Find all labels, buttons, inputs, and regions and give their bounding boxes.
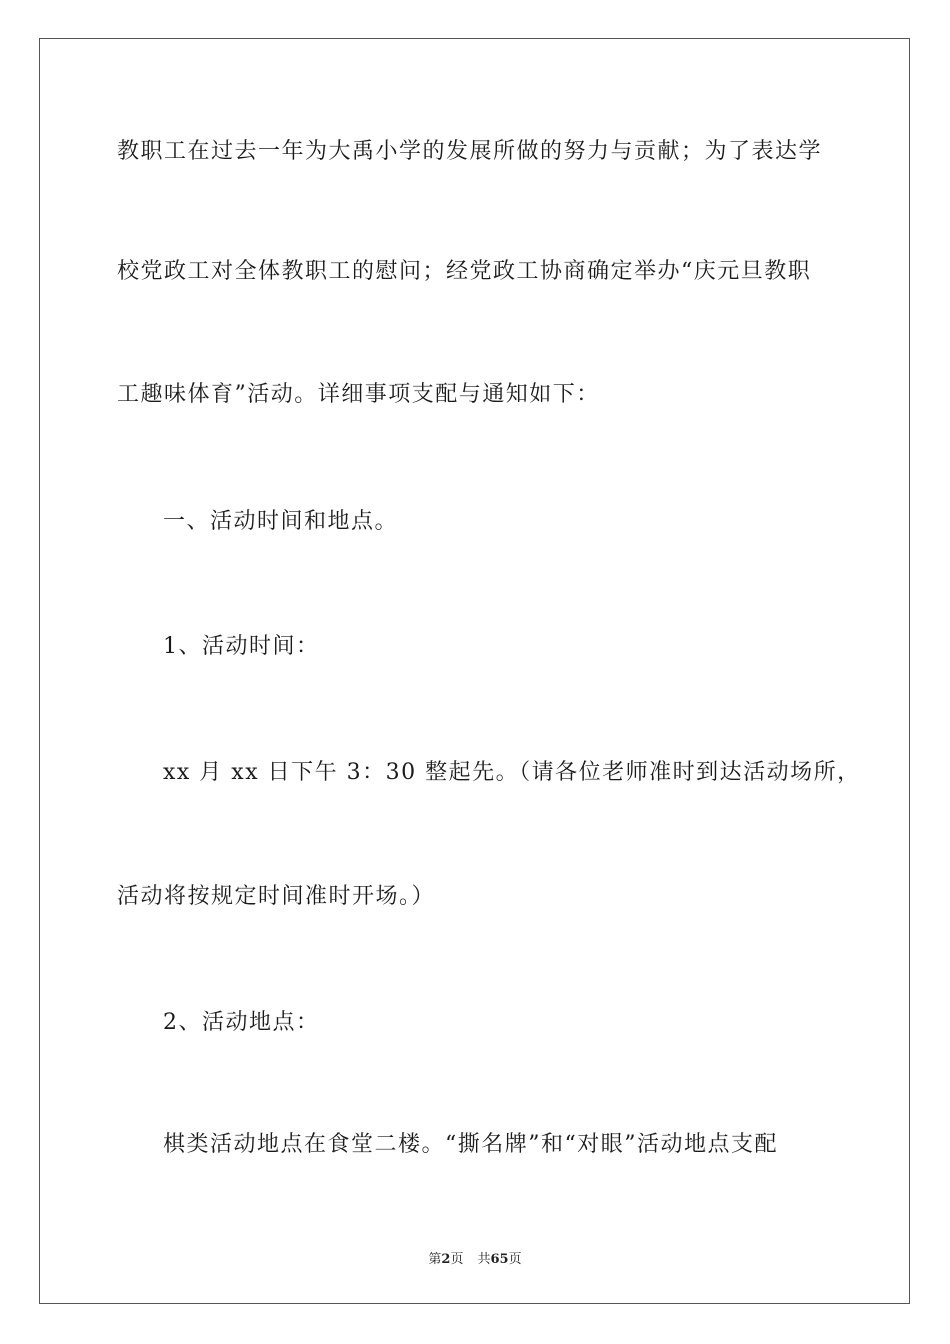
body-text-line-3: 工趣味体育”活动。详细事项支配与通知如下： xyxy=(117,382,600,407)
page-number: 2 xyxy=(441,1252,451,1267)
body-text-line-2: 校党政工对全体教职工的慰问；经党政工协商确定举办“庆元旦教职 xyxy=(117,259,812,284)
subheading-location: 2、活动地点： xyxy=(163,1010,320,1035)
page-prefix: 第 xyxy=(428,1252,442,1267)
body-text-line-1: 教职工在过去一年为大禹小学的发展所做的努力与贡献；为了表达学 xyxy=(117,139,823,164)
body-text-line-7: 活动将按规定时间准时开场。） xyxy=(117,884,436,909)
section-heading: 一、活动时间和地点。 xyxy=(163,509,399,534)
total-suffix: 页 xyxy=(508,1252,522,1267)
total-pages: 65 xyxy=(490,1252,509,1267)
page-frame xyxy=(39,38,910,1304)
page-suffix: 页 xyxy=(450,1252,464,1267)
subheading-time: 1、活动时间： xyxy=(163,634,320,659)
total-prefix: 共 xyxy=(477,1252,491,1267)
body-text-line-6: xx 月 xx 日下午 3：30 整起先。（请各位老师准时到达活动场所， xyxy=(163,760,861,785)
page-footer xyxy=(0,1248,950,1267)
body-text-line-9: 棋类活动地点在食堂二楼。“撕名牌”和“对眼”活动地点支配 xyxy=(163,1132,778,1157)
